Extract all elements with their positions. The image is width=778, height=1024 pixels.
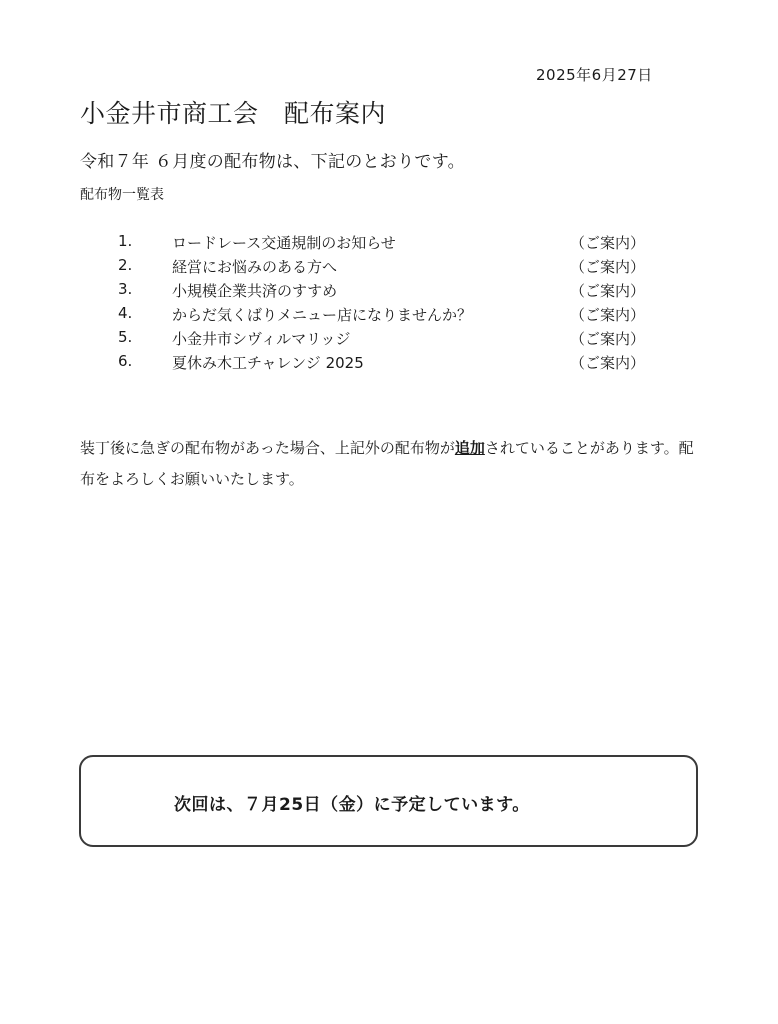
notice-emphasis: 追加: [454, 439, 485, 457]
item-note: （ご案内）: [570, 282, 646, 300]
item-note: （ご案内）: [570, 306, 646, 324]
item-number: 4.: [118, 304, 133, 322]
intro-text: 令和７年 ６月度の配布物は、下記のとおりです。: [80, 152, 465, 172]
document-date: 2025年6月27日: [536, 66, 653, 84]
distribution-list: [0, 230, 778, 374]
item-note: （ご案内）: [570, 330, 646, 348]
item-number: 2.: [118, 256, 133, 274]
item-title: 小金井市シヴィルマリッジ: [172, 330, 351, 348]
list-item: [0, 350, 778, 374]
list-item: [0, 278, 778, 302]
item-note: （ご案内）: [570, 354, 646, 372]
item-title: ロードレース交通規制のお知らせ: [172, 234, 396, 252]
next-schedule-box: [79, 755, 698, 847]
item-number: 6.: [118, 352, 133, 370]
list-item: [0, 326, 778, 350]
list-item: [0, 254, 778, 278]
item-title: 夏休み木工チャレンジ 2025: [172, 354, 364, 372]
list-heading: 配布物一覧表: [80, 187, 164, 203]
item-number: 5.: [118, 328, 133, 346]
list-item: [0, 230, 778, 254]
item-number: 1.: [118, 232, 133, 250]
notice-text-after: されていることがあります。配布をよろしくお願いいたします。: [80, 439, 694, 488]
item-note: （ご案内）: [570, 258, 646, 276]
item-title: 経営にお悩みのある方へ: [172, 258, 338, 276]
item-title: からだ気くばりメニュー店になりませんか？: [172, 306, 473, 324]
next-schedule-text: 次回は、７月25日（金）に予定しています。: [174, 795, 530, 815]
item-number: 3.: [118, 280, 133, 298]
notice-text-before: 装丁後に急ぎの配布物があった場合、上記外の配布物が: [80, 439, 455, 457]
item-note: （ご案内）: [570, 234, 646, 252]
item-title: 小規模企業共済のすすめ: [172, 282, 338, 300]
page-title: 小金井市商工会 配布案内: [80, 99, 387, 128]
list-item: [0, 302, 778, 326]
notice-text: [80, 433, 700, 495]
